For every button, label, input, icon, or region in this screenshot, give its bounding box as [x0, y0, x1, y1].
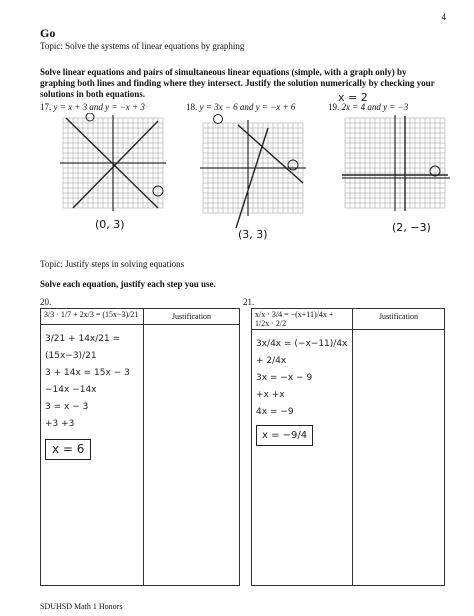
justification-cell[interactable]	[144, 325, 240, 586]
answer-19: (2, −3)	[392, 221, 431, 234]
topic-justify: Topic: Justify steps in solving equations	[40, 259, 185, 269]
problem-20-equation: 3/3 · 1/7 + 2x/3 = (15x−3)/21	[41, 309, 144, 325]
label-circle	[214, 115, 223, 124]
justification-header: Justification	[144, 309, 240, 325]
topic-graphing: Topic: Solve the systems of linear equations by graphing	[40, 41, 245, 51]
problem-21-label: 21.	[243, 297, 255, 307]
problem-21-table	[251, 308, 445, 586]
graph-17	[58, 113, 168, 213]
instructions-justify: Solve each equation, justify each step you use.	[40, 279, 216, 289]
problem-20-table	[40, 308, 240, 586]
problem-21-work: 3x/4x = (−x−11)/4x + 2/4x 3x = −x − 9 +x +x 4x = −9 x = −9/4	[252, 330, 353, 586]
problem-21-answer: x = −9/4	[256, 425, 313, 446]
problem-20-label: 20.	[40, 297, 52, 307]
problem-17-label: 17. y = x + 3 and y = −x + 3	[40, 102, 145, 112]
answer-18: (3, 3)	[238, 228, 268, 241]
page-number: 4	[441, 12, 446, 22]
problem-20-answer: x = 6	[45, 439, 91, 460]
section-heading: Go	[40, 26, 56, 40]
answer-17: (0, 3)	[95, 218, 125, 231]
problem-21-equation: x/x · 3/4 = −(x+11)/4x + 1/2x · 2/2	[252, 309, 353, 330]
problem-19-label: 19. 2x = 4 and y = −3	[328, 102, 409, 112]
graph-18	[198, 113, 308, 233]
label-circle	[86, 113, 94, 121]
justification-header: Justification	[353, 309, 445, 330]
graph-19	[340, 113, 452, 213]
footer: SDUHSD Math 1 Honors	[40, 602, 123, 611]
problem-19-note: x = 2	[338, 91, 368, 104]
problem-20-work: 3/21 + 14x/21 = (15x−3)/21 3 + 14x = 15x − 3 −14x −14x 3 = x − 3 +3 +3 x = 6	[41, 325, 144, 586]
justification-cell[interactable]	[353, 330, 445, 586]
problem-18-label: 18. y = 3x − 6 and y = −x + 6	[186, 102, 296, 112]
instructions-graphing: Solve linear equations and pairs of simultaneous linear equations (simple, with a graph only) by graphing both lines and finding where they intersect. Justify the solution numerically by checking your solutions in both equations.	[40, 67, 435, 99]
